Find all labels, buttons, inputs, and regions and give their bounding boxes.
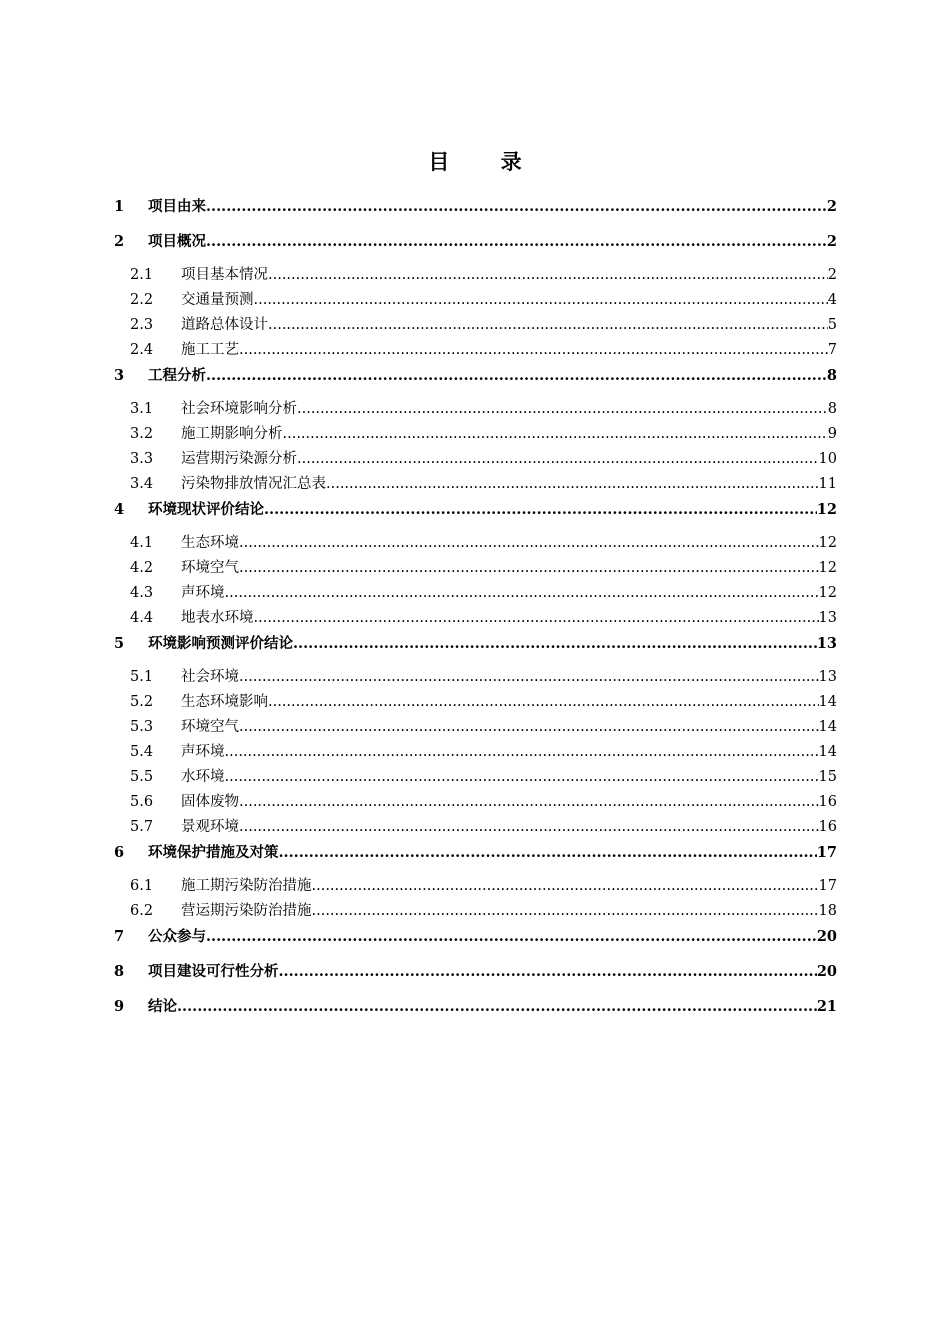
toc-entry-number: 4.1 bbox=[130, 535, 154, 551]
toc-entry-number: 1 bbox=[114, 198, 125, 215]
toc-entry-label: 景观环境 bbox=[181, 819, 239, 835]
dot-leader bbox=[293, 631, 817, 656]
toc-section-entry[interactable] bbox=[114, 472, 837, 497]
toc-entry-number: 4 bbox=[114, 501, 125, 518]
toc-section-entry[interactable] bbox=[114, 815, 837, 840]
toc-section-entry[interactable] bbox=[114, 790, 837, 815]
toc-entry-label: 污染物排放情况汇总表 bbox=[181, 476, 326, 492]
toc-entry-number: 7 bbox=[114, 928, 125, 945]
dot-leader bbox=[206, 924, 817, 949]
toc-entry-page: 12 bbox=[816, 501, 837, 518]
toc-section-entry[interactable] bbox=[114, 447, 837, 472]
dot-leader bbox=[312, 899, 819, 924]
toc-section-entry[interactable] bbox=[114, 690, 837, 715]
toc-entry-number: 2.4 bbox=[130, 342, 154, 358]
dot-leader bbox=[268, 690, 819, 715]
toc-section-entry[interactable] bbox=[114, 899, 837, 924]
toc-entry-page: 12 bbox=[818, 585, 837, 601]
toc-section-entry[interactable] bbox=[114, 765, 837, 790]
toc-entry-label: 项目基本情况 bbox=[181, 267, 268, 283]
toc-entry-page: 11 bbox=[818, 476, 837, 492]
toc-entry-page: 8 bbox=[827, 401, 837, 417]
toc-entry-label: 生态环境影响 bbox=[181, 694, 268, 710]
toc-entry-label: 施工期影响分析 bbox=[181, 426, 283, 442]
toc-entry-number: 5.4 bbox=[130, 744, 154, 760]
toc-entry-number: 5 bbox=[114, 635, 125, 652]
toc-entry-number: 5.1 bbox=[130, 669, 154, 685]
toc-entry-page: 4 bbox=[827, 292, 837, 308]
toc-entry-label: 环境保护措施及对策 bbox=[148, 844, 279, 861]
toc-chapter-entry[interactable] bbox=[114, 959, 837, 994]
dot-leader bbox=[239, 556, 819, 581]
table-of-contents bbox=[114, 194, 837, 1029]
toc-entry-label: 施工工艺 bbox=[181, 342, 239, 358]
toc-entry-page: 5 bbox=[827, 317, 837, 333]
toc-entry-number: 5.2 bbox=[130, 694, 154, 710]
toc-entry-label: 社会环境 bbox=[181, 669, 239, 685]
toc-chapter-entry[interactable] bbox=[114, 497, 837, 532]
toc-entry-number: 4.3 bbox=[130, 585, 154, 601]
toc-entry-label: 声环境 bbox=[181, 585, 225, 601]
toc-section-entry[interactable] bbox=[114, 556, 837, 581]
toc-entry-page: 8 bbox=[826, 367, 837, 384]
dot-leader bbox=[239, 790, 819, 815]
dot-leader bbox=[239, 531, 819, 556]
toc-chapter-entry[interactable] bbox=[114, 840, 837, 875]
toc-entry-page: 13 bbox=[818, 610, 837, 626]
dot-leader bbox=[279, 959, 817, 984]
toc-entry-label: 固体废物 bbox=[181, 794, 239, 810]
toc-chapter-entry[interactable] bbox=[114, 229, 837, 264]
dot-leader bbox=[225, 581, 819, 606]
toc-entry-page: 17 bbox=[816, 844, 837, 861]
toc-entry-label: 水环境 bbox=[181, 769, 225, 785]
toc-entry-page: 2 bbox=[827, 267, 837, 283]
toc-entry-page: 14 bbox=[818, 694, 837, 710]
toc-entry-page: 18 bbox=[818, 903, 837, 919]
toc-section-entry[interactable] bbox=[114, 581, 837, 606]
dot-leader bbox=[239, 665, 819, 690]
toc-entry-page: 14 bbox=[818, 719, 837, 735]
toc-entry-label: 道路总体设计 bbox=[181, 317, 268, 333]
toc-entry-number: 5.5 bbox=[130, 769, 154, 785]
dot-leader bbox=[177, 994, 817, 1019]
toc-entry-number: 6.1 bbox=[130, 878, 154, 894]
dot-leader bbox=[326, 472, 819, 497]
dot-leader bbox=[297, 447, 819, 472]
toc-entry-page: 12 bbox=[818, 535, 837, 551]
toc-entry-label: 环境空气 bbox=[181, 560, 239, 576]
toc-entry-label: 交通量预测 bbox=[181, 292, 254, 308]
toc-entry-number: 9 bbox=[114, 998, 125, 1015]
dot-leader bbox=[239, 338, 828, 363]
toc-chapter-entry[interactable] bbox=[114, 994, 837, 1029]
toc-entry-number: 2.2 bbox=[130, 292, 154, 308]
toc-entry-label: 工程分析 bbox=[148, 367, 206, 384]
toc-entry-page: 10 bbox=[818, 451, 837, 467]
toc-section-entry[interactable] bbox=[114, 606, 837, 631]
toc-chapter-entry[interactable] bbox=[114, 631, 837, 666]
dot-leader bbox=[279, 840, 817, 865]
dot-leader bbox=[268, 263, 828, 288]
dot-leader bbox=[206, 194, 827, 219]
dot-leader bbox=[254, 288, 828, 313]
toc-entry-label: 项目由来 bbox=[148, 198, 206, 215]
toc-entry-page: 2 bbox=[826, 233, 837, 250]
toc-entry-page: 9 bbox=[827, 426, 837, 442]
toc-entry-page: 7 bbox=[827, 342, 837, 358]
dot-leader bbox=[312, 874, 819, 899]
toc-entry-number: 6 bbox=[114, 844, 125, 861]
toc-chapter-entry[interactable] bbox=[114, 194, 837, 229]
toc-entry-page: 17 bbox=[818, 878, 837, 894]
toc-entry-label: 施工期污染防治措施 bbox=[181, 878, 312, 894]
toc-title: 目 录 bbox=[428, 149, 544, 174]
dot-leader bbox=[206, 229, 827, 254]
toc-entry-label: 社会环境影响分析 bbox=[181, 401, 297, 417]
toc-entry-number: 5.3 bbox=[130, 719, 154, 735]
toc-entry-label: 项目概况 bbox=[148, 233, 206, 250]
toc-entry-page: 20 bbox=[816, 928, 837, 945]
toc-entry-number: 3.3 bbox=[130, 451, 154, 467]
dot-leader bbox=[297, 397, 828, 422]
dot-leader bbox=[254, 606, 819, 631]
toc-entry-label: 公众参与 bbox=[148, 928, 206, 945]
dot-leader bbox=[225, 765, 819, 790]
toc-entry-label: 生态环境 bbox=[181, 535, 239, 551]
toc-entry-label: 结论 bbox=[148, 998, 177, 1015]
toc-entry-page: 16 bbox=[818, 819, 837, 835]
toc-entry-number: 3.2 bbox=[130, 426, 154, 442]
toc-entry-label: 声环境 bbox=[181, 744, 225, 760]
dot-leader bbox=[206, 363, 827, 388]
toc-entry-page: 21 bbox=[816, 998, 837, 1015]
toc-entry-number: 3.4 bbox=[130, 476, 154, 492]
toc-entry-number: 8 bbox=[114, 963, 125, 980]
toc-section-entry[interactable] bbox=[114, 740, 837, 765]
toc-section-entry[interactable] bbox=[114, 531, 837, 556]
toc-entry-page: 13 bbox=[816, 635, 837, 652]
dot-leader bbox=[239, 815, 819, 840]
toc-section-entry[interactable] bbox=[114, 665, 837, 690]
toc-entry-page: 20 bbox=[816, 963, 837, 980]
toc-section-entry[interactable] bbox=[114, 313, 837, 338]
toc-entry-number: 3 bbox=[114, 367, 125, 384]
dot-leader bbox=[239, 715, 819, 740]
toc-chapter-entry[interactable] bbox=[114, 924, 837, 959]
toc-section-entry[interactable] bbox=[114, 263, 837, 288]
toc-section-entry[interactable] bbox=[114, 874, 837, 899]
toc-section-entry[interactable] bbox=[114, 397, 837, 422]
toc-entry-page: 16 bbox=[818, 794, 837, 810]
dot-leader bbox=[283, 422, 828, 447]
toc-entry-label: 环境现状评价结论 bbox=[148, 501, 264, 518]
toc-entry-number: 2.3 bbox=[130, 317, 154, 333]
toc-entry-number: 6.2 bbox=[130, 903, 154, 919]
toc-section-entry[interactable] bbox=[114, 422, 837, 447]
toc-entry-label: 地表水环境 bbox=[181, 610, 254, 626]
toc-entry-page: 15 bbox=[818, 769, 837, 785]
toc-entry-label: 运营期污染源分析 bbox=[181, 451, 297, 467]
toc-section-entry[interactable] bbox=[114, 288, 837, 313]
toc-entry-number: 5.6 bbox=[130, 794, 154, 810]
toc-chapter-entry[interactable] bbox=[114, 363, 837, 398]
dot-leader bbox=[268, 313, 828, 338]
toc-entry-page: 13 bbox=[818, 669, 837, 685]
toc-entry-number: 4.4 bbox=[130, 610, 154, 626]
dot-leader bbox=[225, 740, 819, 765]
toc-entry-label: 环境空气 bbox=[181, 719, 239, 735]
toc-entry-label: 项目建设可行性分析 bbox=[148, 963, 279, 980]
toc-entry-number: 3.1 bbox=[130, 401, 154, 417]
toc-entry-number: 2 bbox=[114, 233, 125, 250]
dot-leader bbox=[264, 497, 817, 522]
toc-entry-number: 4.2 bbox=[130, 560, 154, 576]
toc-section-entry[interactable] bbox=[114, 715, 837, 740]
toc-entry-label: 营运期污染防治措施 bbox=[181, 903, 312, 919]
toc-entry-number: 5.7 bbox=[130, 819, 154, 835]
toc-entry-page: 12 bbox=[818, 560, 837, 576]
toc-entry-label: 环境影响预测评价结论 bbox=[148, 635, 293, 652]
toc-section-entry[interactable] bbox=[114, 338, 837, 363]
toc-entry-number: 2.1 bbox=[130, 267, 154, 283]
toc-entry-page: 2 bbox=[826, 198, 837, 215]
toc-entry-page: 14 bbox=[818, 744, 837, 760]
